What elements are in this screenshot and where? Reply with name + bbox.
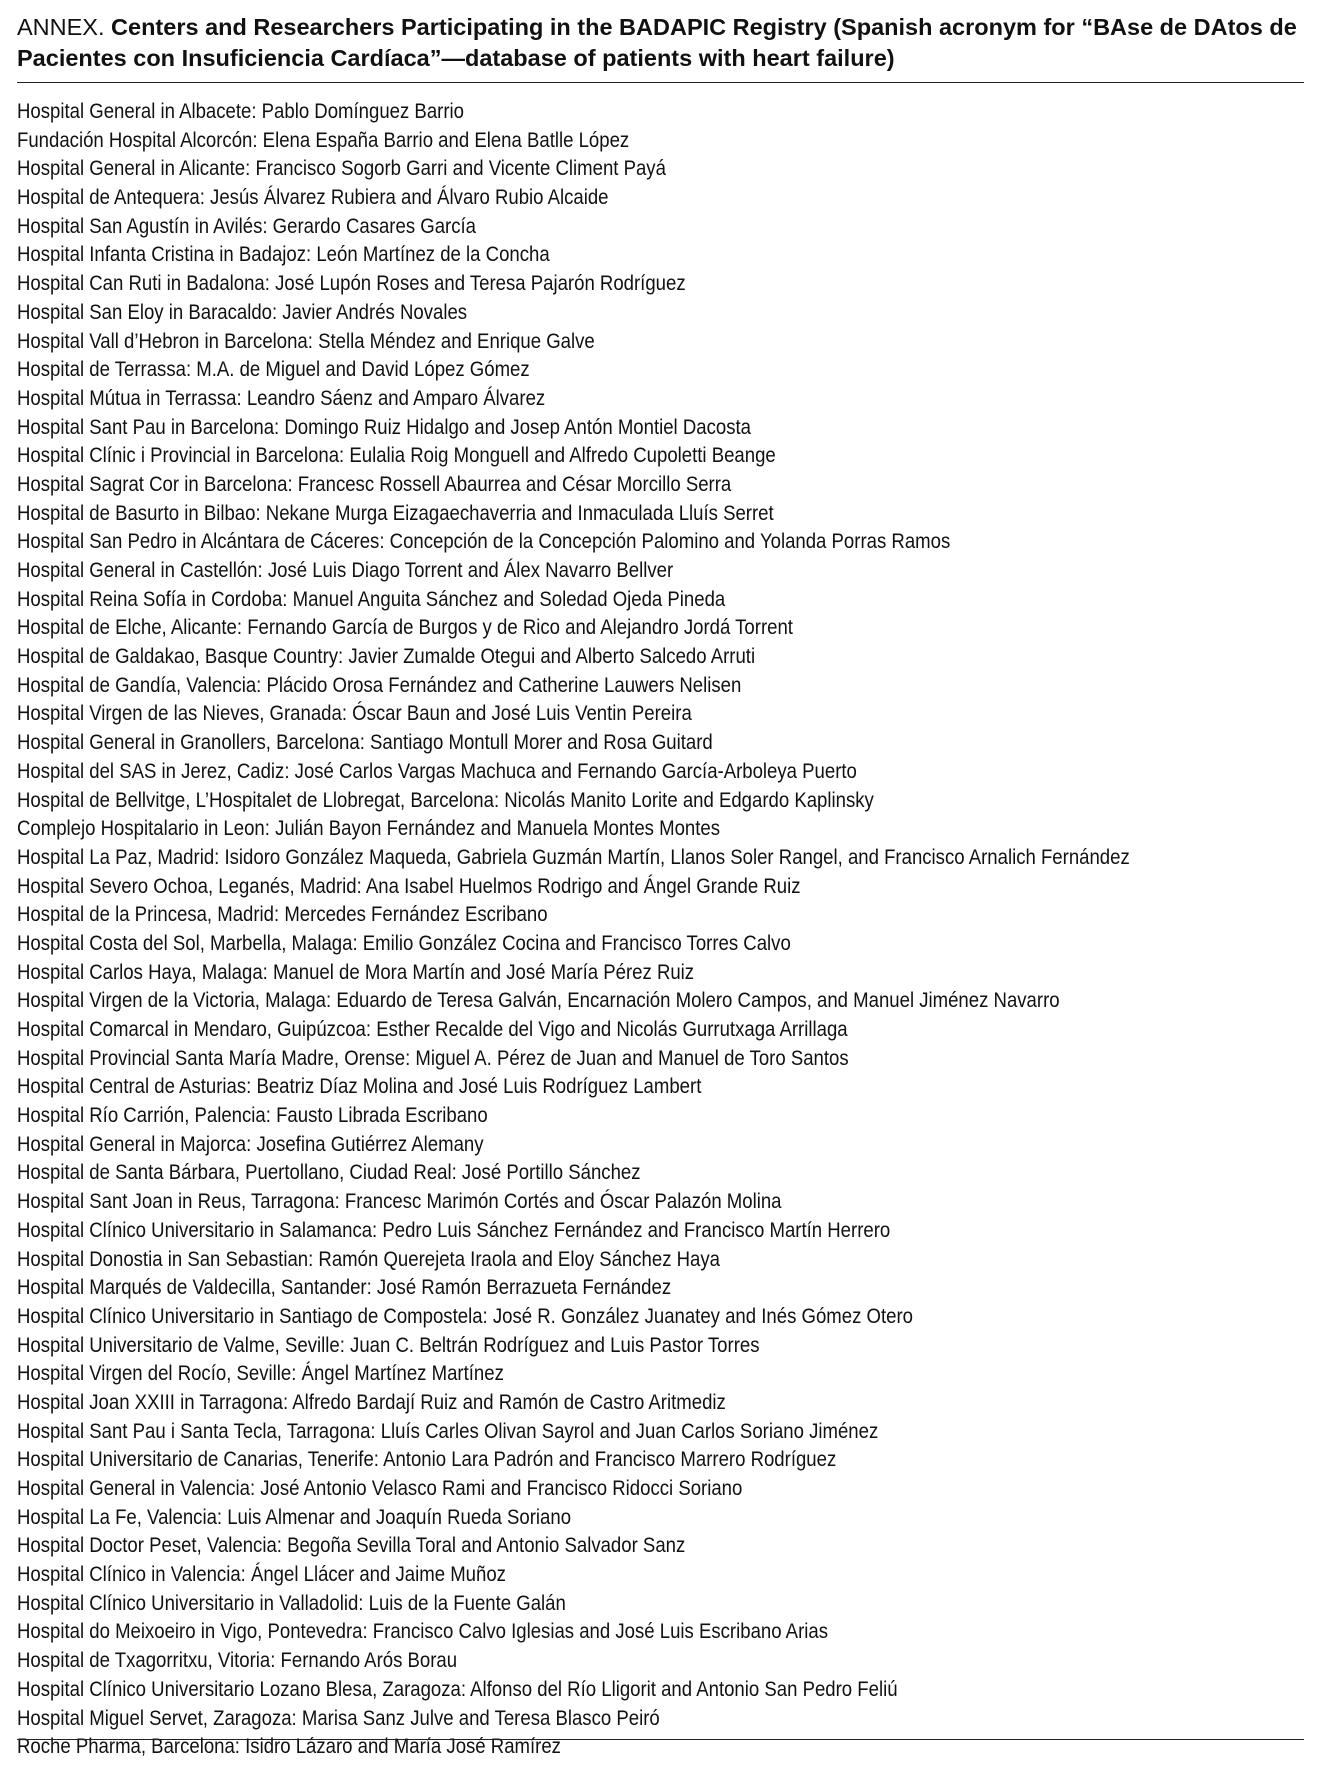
center-entry: Hospital Can Ruti in Badalona: José Lupón Roses and Teresa Pajarón Rodríguez [17,270,686,296]
center-entry: Hospital do Meixoeiro in Vigo, Pontevedra: Francisco Calvo Iglesias and José Luis Escribano Arias [17,1618,829,1644]
center-entry: Hospital Miguel Servet, Zaragoza: Marisa Sanz Julve and Teresa Blasco Peiró [17,1704,660,1730]
center-entry: Hospital Clínico Universitario Lozano Blesa, Zaragoza: Alfonso del Río Lligorit and Antonio San Pedro Feliú [17,1675,898,1701]
center-entry: Hospital Clínico Universitario in Salamanca: Pedro Luis Sánchez Fernández and Francisco Martín Herrero [17,1216,891,1242]
center-entry: Hospital de Gandía, Valencia: Plácido Orosa Fernández and Catherine Lauwers Nelisen [17,671,742,697]
center-entry: Hospital Virgen de las Nieves, Granada: Óscar Baun and José Luis Ventin Pereira [17,700,692,726]
center-entry: Hospital de Elche, Alicante: Fernando García de Burgos y de Rico and Alejandro Jordá Torrent [17,614,793,640]
center-entry: Hospital de Galdakao, Basque Country: Javier Zumalde Otegui and Alberto Salcedo Arruti [17,643,756,669]
center-entry: Complejo Hospitalario in Leon: Julián Bayon Fernández and Manuela Montes Montes [17,815,721,841]
center-entry: Hospital General in Castellón: José Luis Diago Torrent and Álex Navarro Bellver [17,557,674,582]
center-entry: Hospital del SAS in Jerez, Cadiz: José Carlos Vargas Machuca and Fernando García-Arboleya Puerto [17,757,857,783]
center-entry: Hospital Joan XXIII in Tarragona: Alfredo Bardají Ruiz and Ramón de Castro Aritmediz [17,1388,726,1414]
annex-page [17,12,1304,1761]
centers-list [17,97,1304,1761]
center-entry: Hospital Carlos Haya, Malaga: Manuel de Mora Martín and José María Pérez Ruiz [17,958,695,984]
bottom-rule [17,1739,1304,1740]
center-entry: Hospital Clínic i Provincial in Barcelona: Eulalia Roig Monguell and Alfredo Cupoletti Beange [17,442,776,468]
center-entry: Hospital Río Carrión, Palencia: Fausto Librada Escribano [17,1102,488,1128]
center-entry: Hospital de Terrassa: M.A. de Miguel and David López Gómez [17,356,530,382]
center-entry: Hospital de Bellvitge, L’Hospitalet de Llobregat, Barcelona: Nicolás Manito Lorite and Edgardo Kaplinsky [17,786,874,812]
center-entry: Hospital de Antequera: Jesús Álvarez Rubiera and Álvaro Rubio Alcaide [17,184,609,210]
center-entry: Hospital Comarcal in Mendaro, Guipúzcoa: Esther Recalde del Vigo and Nicolás Gurrutxaga Arrillaga [17,1016,848,1041]
center-entry: Fundación Hospital Alcorcón: Elena España Barrio and Elena Batlle López [17,126,630,152]
top-rule [17,82,1304,83]
center-entry: Hospital Sant Pau in Barcelona: Domingo Ruiz Hidalgo and Josep Antón Montiel Dacosta [17,413,751,439]
center-entry: Hospital Costa del Sol, Marbella, Malaga: Emilio González Cocina and Francisco Torres Calvo [17,929,791,955]
center-entry: Hospital Sant Joan in Reus, Tarragona: Francesc Marimón Cortés and Óscar Palazón Molina [17,1188,782,1214]
center-entry: Hospital Doctor Peset, Valencia: Begoña Sevilla Toral and Antonio Salvador Sanz [17,1532,686,1558]
center-entry: Hospital General in Granollers, Barcelona: Santiago Montull Morer and Rosa Guitard [17,729,713,755]
center-entry: Hospital Universitario de Valme, Seville: Juan C. Beltrán Rodríguez and Luis Pastor Torres [17,1331,760,1357]
center-entry: Hospital Provincial Santa María Madre, Orense: Miguel A. Pérez de Juan and Manuel de Toro Santos [17,1044,849,1070]
center-entry: Roche Pharma, Barcelona: Isidro Lázaro and María José Ramírez [17,1733,561,1759]
center-entry: Hospital San Eloy in Baracaldo: Javier Andrés Novales [17,298,468,324]
center-entry: Hospital de Txagorritxu, Vitoria: Fernando Arós Borau [17,1647,458,1673]
center-entry: Hospital Reina Sofía in Cordoba: Manuel Anguita Sánchez and Soledad Ojeda Pineda [17,585,726,611]
center-entry: Hospital Sant Pau i Santa Tecla, Tarragona: Lluís Carles Olivan Sayrol and Juan Carlos Soriano Jiménez [17,1417,879,1443]
center-entry: Hospital de Santa Bárbara, Puertollano, Ciudad Real: José Portillo Sánchez [17,1159,641,1185]
center-entry: Hospital Mútua in Terrassa: Leandro Sáenz and Amparo Álvarez [17,384,546,410]
center-entry: Hospital Severo Ochoa, Leganés, Madrid: Ana Isabel Huelmos Rodrigo and Ángel Grande Ruiz [17,872,801,898]
center-entry: Hospital de la Princesa, Madrid: Mercedes Fernández Escribano [17,901,548,927]
center-entry: Hospital Donostia in San Sebastian: Ramón Querejeta Iraola and Eloy Sánchez Haya [17,1245,721,1271]
center-entry: Hospital La Fe, Valencia: Luis Almenar and Joaquín Rueda Soriano [17,1503,572,1529]
center-entry: Hospital Universitario de Canarias, Tenerife: Antonio Lara Padrón and Francisco Marrero Rodríguez [17,1446,837,1472]
center-entry: Hospital General in Valencia: José Antonio Velasco Rami and Francisco Ridocci Soriano [17,1475,743,1500]
center-entry: Hospital Infanta Cristina in Badajoz: León Martínez de la Concha [17,241,550,267]
center-entry: Hospital General in Majorca: Josefina Gutiérrez Alemany [17,1130,484,1156]
center-entry: Hospital San Pedro in Alcántara de Cáceres: Concepción de la Concepción Palomino and Yolanda Porras Ramos [17,528,951,554]
center-entry: Hospital Virgen del Rocío, Seville: Ángel Martínez Martínez [17,1360,504,1386]
annex-heading [17,12,1304,82]
center-entry: Hospital General in Albacete: Pablo Domínguez Barrio [17,98,464,123]
annex-title: Centers and Researchers Participating in the BADAPIC Registry (Spanish acronym for “BAse de DAtos de Pacientes con Insuficiencia Cardíaca”—database of patients with heart failure) [17,14,1297,71]
center-entry: Hospital de Basurto in Bilbao: Nekane Murga Eizagaechaverria and Inmaculada Lluís Serret [17,499,774,525]
center-entry: Hospital Clínico Universitario in Valladolid: Luis de la Fuente Galán [17,1589,566,1615]
center-entry: Hospital Vall d’Hebron in Barcelona: Stella Méndez and Enrique Galve [17,327,595,353]
center-entry: Hospital Marqués de Valdecilla, Santander: José Ramón Berrazueta Fernández [17,1274,672,1300]
annex-label: ANNEX. [17,14,105,40]
center-entry: Hospital San Agustín in Avilés: Gerardo Casares García [17,212,476,238]
center-entry: Hospital Central de Asturias: Beatriz Díaz Molina and José Luis Rodríguez Lambert [17,1073,702,1099]
center-entry: Hospital Virgen de la Victoria, Malaga: Eduardo de Teresa Galván, Encarnación Molero Campos, and Manuel Jiménez Navarro [17,987,1060,1013]
center-entry: Hospital Sagrat Cor in Barcelona: Francesc Rossell Abaurrea and César Morcillo Serra [17,470,732,496]
center-entry: Hospital General in Alicante: Francisco Sogorb Garri and Vicente Climent Payá [17,155,666,181]
center-entry: Hospital Clínico Universitario in Santiago de Compostela: José R. González Juanatey and Inés Gómez Otero [17,1302,913,1328]
center-entry: Hospital Clínico in Valencia: Ángel Llácer and Jaime Muñoz [17,1561,506,1587]
center-entry: Hospital La Paz, Madrid: Isidoro González Maqueda, Gabriela Guzmán Martín, Llanos Soler Rangel, and Francisco Arnalich Fernández [17,843,1130,869]
